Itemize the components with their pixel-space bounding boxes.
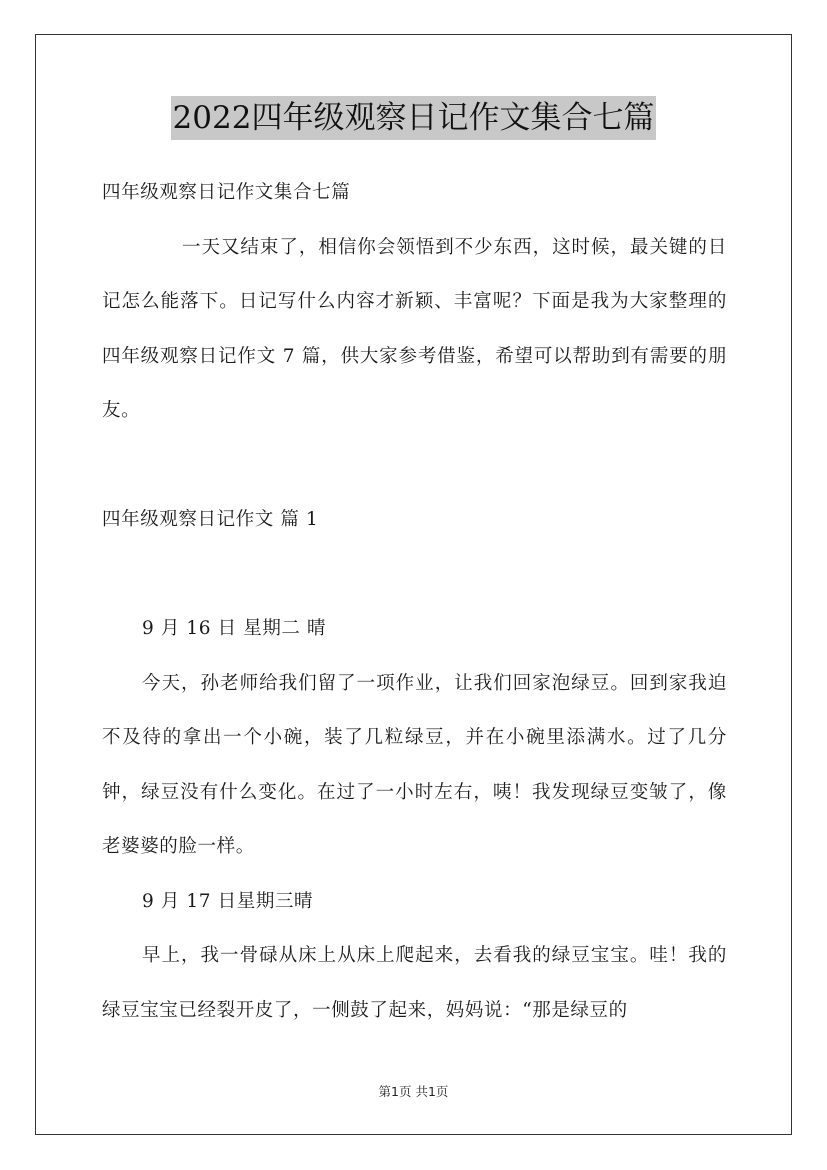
- document-body: [102, 166, 727, 1038]
- blank-line: [102, 439, 727, 494]
- blank-line: [102, 548, 727, 603]
- document-subtitle: 四年级观察日记作文集合七篇: [102, 182, 351, 203]
- entry-paragraph: 早上，我一骨碌从床上从床上爬起来，去看我的绿豆宝宝。哇！我的绿豆宝宝已经裂开皮了，一侧鼓了起来，妈妈说：“那是绿豆的: [102, 945, 727, 1021]
- entry-paragraph: 今天，孙老师给我们留了一项作业，让我们回家泡绿豆。回到家我迫不及待的拿出一个小碗，装了几粒绿豆，并在小碗里添满水。过了几分钟，绿豆没有什么变化。在过了一小时左右，咦！我发现绿豆变皱了，像老婆婆的脸一样。: [102, 672, 727, 857]
- entry-date: 9 月 16 日 星期二 晴: [142, 618, 327, 639]
- page-footer: [0, 1082, 827, 1100]
- entry-date: 9 月 17 日星期三晴: [142, 890, 314, 912]
- section-heading: 四年级观察日记作文 篇 1: [102, 509, 319, 530]
- page-number: 第1页 共1页: [378, 1084, 449, 1099]
- title-container: [0, 96, 827, 140]
- intro-paragraph: 一天又结束了，相信你会领悟到不少东西，这时候，最关键的日记怎么能落下。日记写什么内容才新颖、丰富呢？下面是我为大家整理的四年级观察日记作文 7 篇，供大家参考借鉴，希望可以帮助到有需要的朋友。: [102, 236, 727, 421]
- document-title: 2022四年级观察日记作文集合七篇: [171, 96, 657, 140]
